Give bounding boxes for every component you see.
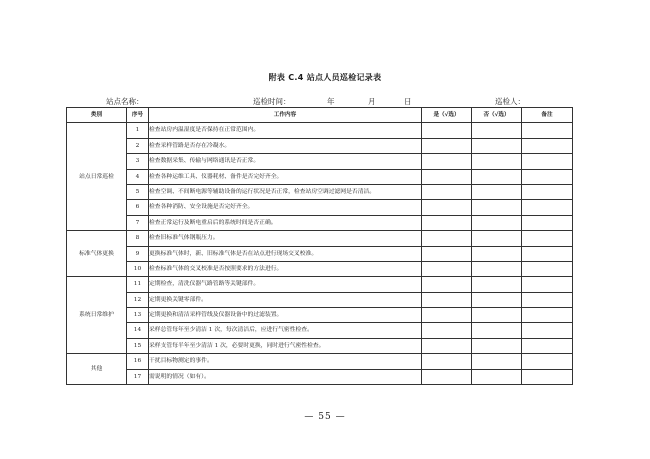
table-row bbox=[67, 369, 573, 384]
table-row bbox=[67, 246, 573, 261]
yes-check-cell[interactable] bbox=[422, 308, 472, 323]
remark-cell[interactable] bbox=[522, 261, 573, 276]
index-cell: 11 bbox=[127, 277, 149, 292]
yes-check-cell[interactable] bbox=[422, 338, 472, 353]
no-check-cell[interactable] bbox=[472, 169, 522, 184]
no-check-cell[interactable] bbox=[472, 154, 522, 169]
category-cell: 站点日常巡检 bbox=[67, 123, 127, 231]
table-body bbox=[67, 123, 573, 385]
table-row bbox=[67, 354, 573, 369]
yes-check-cell[interactable] bbox=[422, 231, 472, 246]
table-row bbox=[67, 277, 573, 292]
table-title: 附表 C.4 站点人员巡检记录表 bbox=[268, 73, 382, 82]
index-cell: 6 bbox=[127, 200, 149, 215]
inspection-record-table bbox=[66, 107, 573, 385]
index-cell: 3 bbox=[127, 154, 149, 169]
index-cell: 14 bbox=[127, 323, 149, 338]
index-cell: 7 bbox=[127, 215, 149, 230]
table-row bbox=[67, 215, 573, 230]
index-cell: 8 bbox=[127, 231, 149, 246]
no-check-cell[interactable] bbox=[472, 184, 522, 199]
no-check-cell[interactable] bbox=[472, 308, 522, 323]
yes-check-cell[interactable] bbox=[422, 138, 472, 153]
header-row bbox=[67, 108, 573, 123]
header-remark: 备注 bbox=[522, 108, 573, 123]
index-cell: 13 bbox=[127, 308, 149, 323]
header-index: 序号 bbox=[127, 108, 149, 123]
no-check-cell[interactable] bbox=[472, 292, 522, 307]
yes-check-cell[interactable] bbox=[422, 184, 472, 199]
content-cell: 检查站房内温湿度是否保持在正常范围内。 bbox=[149, 123, 422, 138]
yes-check-cell[interactable] bbox=[422, 354, 472, 369]
yes-check-cell[interactable] bbox=[422, 154, 472, 169]
content-cell: 定期更换关键零部件。 bbox=[149, 292, 422, 307]
remark-cell[interactable] bbox=[522, 338, 573, 353]
table-row bbox=[67, 323, 573, 338]
category-cell: 其他 bbox=[67, 354, 127, 385]
inspector-label: 巡检人： bbox=[495, 97, 525, 106]
remark-cell[interactable] bbox=[522, 369, 573, 384]
index-cell: 4 bbox=[127, 169, 149, 184]
table-row bbox=[67, 261, 573, 276]
no-check-cell[interactable] bbox=[472, 246, 522, 261]
table-row bbox=[67, 292, 573, 307]
index-cell: 1 bbox=[127, 123, 149, 138]
yes-check-cell[interactable] bbox=[422, 123, 472, 138]
index-cell: 15 bbox=[127, 338, 149, 353]
content-cell: 检查各种运维工具、仪器耗材、备件是否完好齐全。 bbox=[149, 169, 422, 184]
remark-cell[interactable] bbox=[522, 277, 573, 292]
content-cell: 采样总管每年至少清洁 1 次，每次清洁后，应进行气密性检查。 bbox=[149, 323, 422, 338]
table-row bbox=[67, 338, 573, 353]
page-number: — 55 — bbox=[304, 412, 346, 422]
remark-cell[interactable] bbox=[522, 138, 573, 153]
content-cell: 干扰目标物测定的事件。 bbox=[149, 354, 422, 369]
remark-cell[interactable] bbox=[522, 200, 573, 215]
category-cell: 系统日常维护 bbox=[67, 277, 127, 354]
remark-cell[interactable] bbox=[522, 154, 573, 169]
no-check-cell[interactable] bbox=[472, 231, 522, 246]
remark-cell[interactable] bbox=[522, 292, 573, 307]
no-check-cell[interactable] bbox=[472, 354, 522, 369]
table-row bbox=[67, 169, 573, 184]
content-cell: 检查正常运行及断电重启后的系统时间是否正确。 bbox=[149, 215, 422, 230]
remark-cell[interactable] bbox=[522, 246, 573, 261]
remark-cell[interactable] bbox=[522, 169, 573, 184]
month-label: 月 bbox=[368, 97, 376, 106]
content-cell: 检查空调、不间断电源等辅助设备的运行状况是否正常，检查站房空调过滤网是否清洁。 bbox=[149, 184, 422, 199]
remark-cell[interactable] bbox=[522, 323, 573, 338]
content-cell: 检查旧标准气体钢瓶压力。 bbox=[149, 231, 422, 246]
yes-check-cell[interactable] bbox=[422, 292, 472, 307]
index-cell: 12 bbox=[127, 292, 149, 307]
content-cell: 定期检查，清洗仪器气路管路等关键部件。 bbox=[149, 277, 422, 292]
no-check-cell[interactable] bbox=[472, 123, 522, 138]
index-cell: 17 bbox=[127, 369, 149, 384]
station-name-label: 站点名称： bbox=[106, 97, 144, 106]
day-label: 日 bbox=[404, 97, 412, 106]
table-row bbox=[67, 184, 573, 199]
inspection-time-label: 巡检时间： bbox=[253, 97, 291, 106]
index-cell: 10 bbox=[127, 261, 149, 276]
remark-cell[interactable] bbox=[522, 354, 573, 369]
yes-check-cell[interactable] bbox=[422, 215, 472, 230]
header-category: 类别 bbox=[67, 108, 127, 123]
yes-check-cell[interactable] bbox=[422, 323, 472, 338]
yes-check-cell[interactable] bbox=[422, 169, 472, 184]
remark-cell[interactable] bbox=[522, 308, 573, 323]
header-content: 工作内容 bbox=[149, 108, 422, 123]
content-cell: 更换标准气体时，新、旧标准气体是否在站点进行现场交叉校准。 bbox=[149, 246, 422, 261]
index-cell: 5 bbox=[127, 184, 149, 199]
index-cell: 2 bbox=[127, 138, 149, 153]
content-cell: 定期更换和清洁采样管线及仪器设备中的过滤装置。 bbox=[149, 308, 422, 323]
yes-check-cell[interactable] bbox=[422, 277, 472, 292]
index-cell: 16 bbox=[127, 354, 149, 369]
table-row bbox=[67, 231, 573, 246]
yes-check-cell[interactable] bbox=[422, 200, 472, 215]
table-row bbox=[67, 123, 573, 138]
no-check-cell[interactable] bbox=[472, 338, 522, 353]
remark-cell[interactable] bbox=[522, 215, 573, 230]
category-cell: 标准气体更换 bbox=[67, 231, 127, 277]
no-check-cell[interactable] bbox=[472, 200, 522, 215]
table-row bbox=[67, 308, 573, 323]
remark-cell[interactable] bbox=[522, 184, 573, 199]
content-cell: 检查数据采集、传输与网络通讯是否正常。 bbox=[149, 154, 422, 169]
content-cell: 检查采样管路是否存在冷凝水。 bbox=[149, 138, 422, 153]
content-cell: 采样支管每半年至少清洁 1 次，必要时更换，同时进行气密性检查。 bbox=[149, 338, 422, 353]
index-cell: 9 bbox=[127, 246, 149, 261]
header-no: 否（√选） bbox=[472, 108, 522, 123]
table-row bbox=[67, 200, 573, 215]
remark-cell[interactable] bbox=[522, 231, 573, 246]
no-check-cell[interactable] bbox=[472, 323, 522, 338]
header-yes: 是（√选） bbox=[422, 108, 472, 123]
no-check-cell[interactable] bbox=[472, 261, 522, 276]
content-cell: 检查各种消防、安全设施是否完好齐全。 bbox=[149, 200, 422, 215]
remark-cell[interactable] bbox=[522, 123, 573, 138]
content-cell: 需说明的情况（如有）。 bbox=[149, 369, 422, 384]
content-cell: 检查标准气体的交叉校准是否按照要求的方法进行。 bbox=[149, 261, 422, 276]
yes-check-cell[interactable] bbox=[422, 246, 472, 261]
yes-check-cell[interactable] bbox=[422, 369, 472, 384]
no-check-cell[interactable] bbox=[472, 369, 522, 384]
no-check-cell[interactable] bbox=[472, 138, 522, 153]
year-label: 年 bbox=[327, 97, 335, 106]
table-row bbox=[67, 154, 573, 169]
yes-check-cell[interactable] bbox=[422, 261, 472, 276]
no-check-cell[interactable] bbox=[472, 277, 522, 292]
no-check-cell[interactable] bbox=[472, 215, 522, 230]
table-row bbox=[67, 138, 573, 153]
